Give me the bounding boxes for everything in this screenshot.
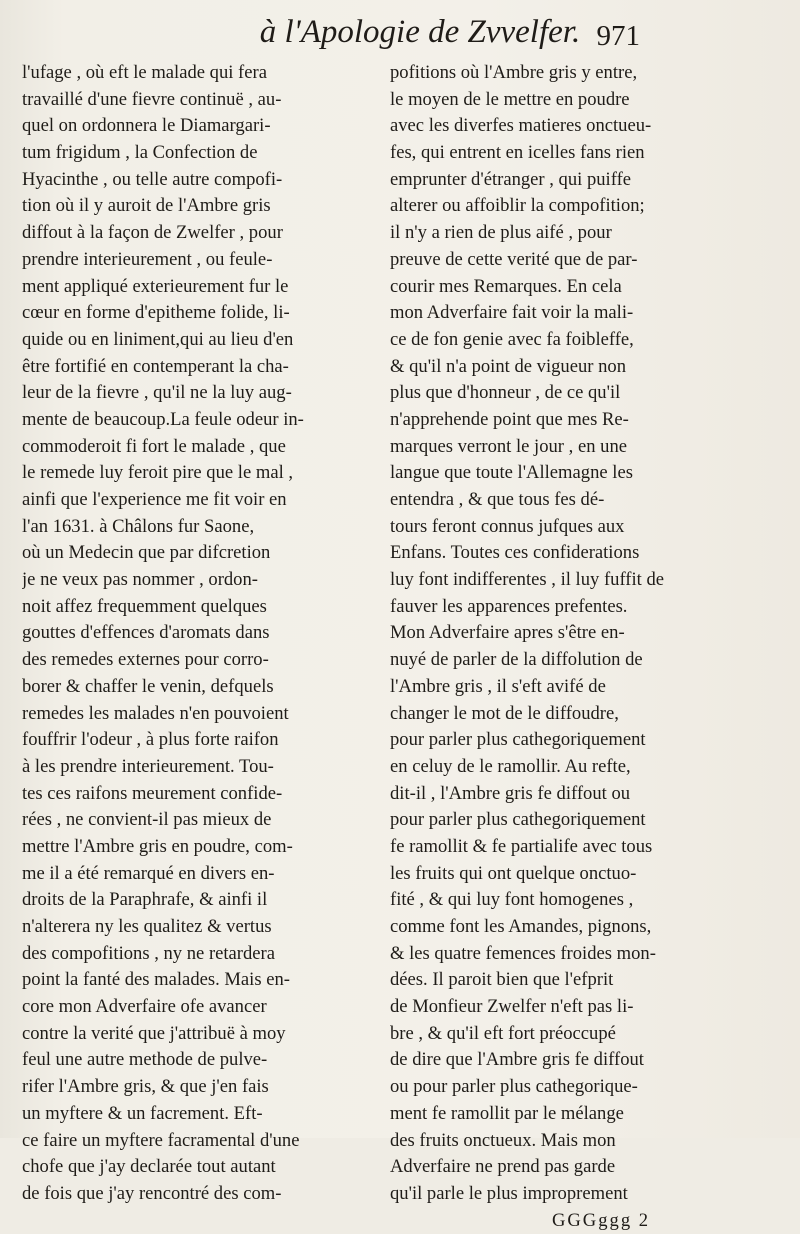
text-line: où un Medecin que par difcretion [22,542,271,564]
text-line: bre , & qu'il eft fort préoccupé [390,1022,616,1044]
text-line: cœur en forme d'epitheme folide, li- [22,302,290,324]
text-line: tion où il y auroit de l'Ambre gris [22,195,271,217]
text-line: en celuy de le ramollir. Au refte, [390,755,631,777]
text-line: ce faire un myftere facramental d'une [22,1129,300,1151]
running-header [200,12,640,52]
signature-mark: GGGggg 2 [551,1209,651,1231]
text-line: le moyen de le mettre en poudre [390,88,630,110]
text-line: des fruits onctueux. Mais mon [390,1129,616,1151]
text-line: n'alterera ny les qualitez & vertus [22,916,272,937]
text-line: preuve de cette verité que de par- [390,248,638,270]
text-line: commoderoit fi fort le malade , que [22,435,286,457]
running-title: à l'Apologie de Zvvelfer. [259,14,581,50]
text-line: l'an 1631. à Châlons fur Saone, [22,515,255,537]
text-line: ou pour parler plus cathegorique- [390,1076,638,1098]
text-line: ment fe ramollit par le mélange [390,1102,624,1124]
text-line: emprunter d'étranger , qui puiffe [390,168,632,190]
text-line: ment appliqué exterieurement fur le [22,275,289,297]
text-line: de Monfieur Zwelfer n'eft pas li- [390,996,634,1018]
text-line: ainfi que l'experience me fit voir en [22,489,287,510]
right-column [390,60,692,1234]
text-line: Enfans. Toutes ces confiderations [390,542,640,564]
text-line: mon Adverfaire fait voir la mali- [390,302,634,324]
text-line: dées. Il paroit bien que l'efprit [390,969,614,991]
text-line: Mon Adverfaire apres s'être en- [390,622,625,644]
text-line: quide ou en liniment,qui au lieu d'en [22,328,294,350]
text-line: travaillé d'une fievre continuë , au- [22,88,282,110]
text-line: & les quatre femences froides mon- [390,942,656,964]
text-line: un myftere & un facrement. Eft- [22,1102,263,1124]
text-line: de fois que j'ay rencontré des com- [22,1182,282,1204]
text-line: comme font les Amandes, pignons, [390,916,652,937]
text-line: fauver les apparences prefentes. [390,595,628,617]
text-line: noit affez frequemment quelques [22,595,267,617]
text-line: les fruits qui ont quelque onctuo- [390,862,637,884]
text-line: marques verront le jour , en une [390,435,627,457]
text-line: mettre l'Ambre gris en poudre, com- [22,835,293,857]
text-line: avec les diverfes matieres onctueu- [390,115,652,137]
text-line: tes ces raifons meurement confide- [22,782,283,804]
text-line: ce de fon genie avec fa foibleffe, [390,328,634,350]
text-line: pour parler plus cathegoriquement [390,809,646,831]
text-line: être fortifié en contemperant la cha- [22,355,289,377]
text-line: Hyacinthe , ou telle autre compofi- [22,168,283,190]
text-line: fes, qui entrent en icelles fans rien [390,142,645,164]
text-line: & qu'il n'a point de vigueur non [390,355,626,377]
text-line: l'Ambre gris , il s'eft avifé de [390,675,606,697]
text-line: courir mes Remarques. En cela [390,275,622,297]
text-line: à les prendre interieurement. Tou- [22,755,274,777]
text-line: rifer l'Ambre gris, & que j'en fais [22,1076,269,1098]
text-line: changer le mot de le diffoudre, [390,702,619,724]
text-line: quel on ordonnera le Diamargari- [22,115,271,137]
text-line: tours feront connus jufques aux [390,515,625,537]
text-line: borer & chaffer le venin, defquels [22,675,274,697]
text-line: core mon Adverfaire ofe avancer [22,996,267,1018]
text-line: entendra , & que tous fes dé- [390,489,605,510]
text-line: pofitions où l'Ambre gris y entre, [390,62,638,83]
text-line: dit-il , l'Ambre gris fe diffout ou [390,782,631,804]
text-line: l'ufage , où eft le malade qui fera [22,62,267,83]
text-line: feul une autre methode de pulve- [22,1049,268,1071]
text-line: qu'il parle le plus improprement [390,1182,628,1204]
text-line: je ne veux pas nommer , ordon- [22,569,258,591]
page-number: 971 [596,20,640,52]
text-line: nuyé de parler de la diffolution de [390,649,643,671]
text-line: mente de beaucoup.La feule odeur in- [22,408,304,430]
text-line: fité , & qui luy font homogenes , [390,889,634,911]
text-line: leur de la fievre , qu'il ne la luy aug- [22,382,292,404]
text-line: gouttes d'effences d'aromats dans [22,622,270,644]
text-line: point la fanté des malades. Mais en- [22,969,290,991]
text-line: il n'y a rien de plus aifé , pour [390,222,612,244]
text-line: tum frigidum , la Confection de [22,142,258,164]
text-line: droits de la Paraphrafe, & ainfi il [22,889,268,911]
text-line: fouffrir l'odeur , à plus forte raifon [22,729,279,751]
text-line: diffout à la façon de Zwelfer , pour [22,222,283,244]
text-line: remedes les malades n'en pouvoient [22,702,289,724]
text-line: me il a été remarqué en divers en- [22,862,275,884]
text-line: Adverfaire ne prend pas garde [390,1156,616,1178]
text-line: de dire que l'Ambre gris fe diffout [390,1049,644,1071]
text-line: chofe que j'ay declarée tout autant [22,1156,276,1178]
left-column [22,60,322,1208]
text-line: alterer ou affoiblir la compofition; [390,195,645,217]
text-line: rées , ne convient-il pas mieux de [22,809,272,831]
text-line: langue que toute l'Allemagne les [390,462,633,484]
text-line: n'apprehende point que mes Re- [390,408,629,430]
text-line: pour parler plus cathegoriquement [390,729,646,751]
text-line: luy font indifferentes , il luy fuffit de [390,569,665,591]
text-line: le remede luy feroit pire que le mal , [22,462,294,484]
text-line: des compofitions , ny ne retardera [22,942,275,964]
text-line: prendre interieurement , ou feule- [22,248,273,270]
text-line: plus que d'honneur , de ce qu'il [390,382,621,404]
text-line: contre la verité que j'attribuë à moy [22,1022,286,1044]
text-line: des remedes externes pour corro- [22,649,269,671]
text-line: fe ramollit & fe partialife avec tous [390,835,653,857]
